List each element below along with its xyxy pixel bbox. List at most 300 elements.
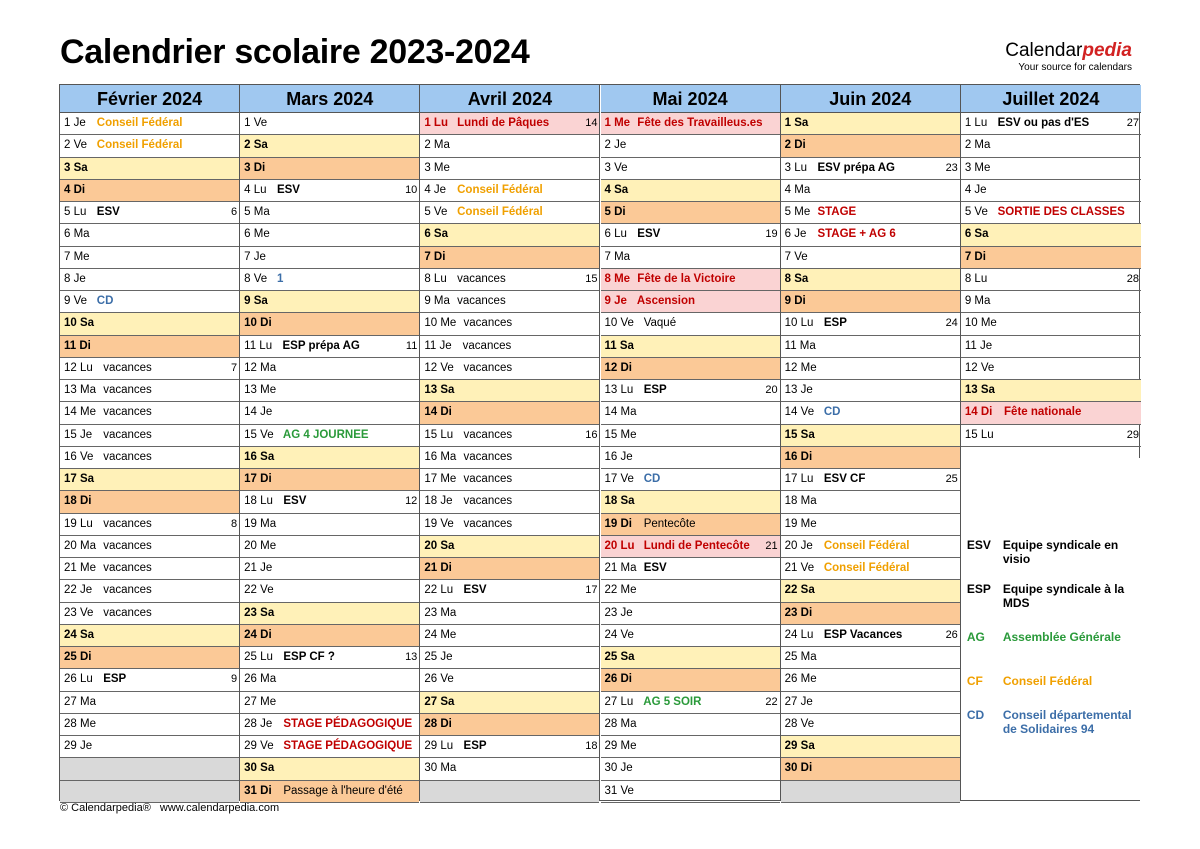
weekday: Me <box>980 317 997 330</box>
day-cell[interactable] <box>240 781 419 803</box>
day-cell[interactable] <box>781 514 960 536</box>
day-cell[interactable] <box>240 669 419 691</box>
event-label: vacances <box>100 361 152 374</box>
day-number: 1 <box>424 117 434 129</box>
day-cell[interactable] <box>240 313 419 335</box>
day-cell[interactable] <box>60 336 239 358</box>
day-cell[interactable] <box>420 647 599 669</box>
day-cell[interactable] <box>240 514 419 536</box>
day-number: 28 <box>784 717 801 730</box>
day-number: 24 <box>64 628 80 641</box>
empty-cell <box>781 781 960 803</box>
day-cell[interactable] <box>781 469 960 491</box>
day-cell[interactable] <box>961 358 1141 380</box>
weekday: Lu <box>980 428 994 441</box>
day-cell[interactable] <box>60 736 239 758</box>
day-cell[interactable] <box>240 402 419 424</box>
day-number: 26 <box>64 673 80 686</box>
day-number: 25 <box>64 651 80 663</box>
weekday: Me <box>440 317 457 330</box>
day-number: 7 <box>604 250 615 263</box>
day-cell[interactable] <box>781 291 960 313</box>
day-cell[interactable] <box>781 202 960 224</box>
day-cell[interactable] <box>961 380 1141 402</box>
day-cell[interactable] <box>420 291 599 313</box>
weekday: Ve <box>794 250 808 263</box>
day-number: 3 <box>244 161 254 174</box>
event-label: Conseil Fédéral <box>453 183 543 196</box>
day-number: 9 <box>604 295 615 307</box>
day-cell[interactable] <box>781 224 960 246</box>
day-cell[interactable] <box>420 380 599 402</box>
weekday: Ve <box>620 628 634 641</box>
day-cell[interactable] <box>781 336 960 358</box>
day-cell[interactable] <box>781 625 960 647</box>
day-cell[interactable] <box>60 514 239 536</box>
day-cell[interactable] <box>601 202 780 224</box>
weekday: Di <box>440 406 452 419</box>
day-cell[interactable] <box>961 425 1141 447</box>
day-number: 10 <box>784 317 801 330</box>
event-label: ESP Vacances <box>820 628 903 641</box>
day-cell[interactable] <box>420 714 599 736</box>
event-label: ESP CF ? <box>280 651 335 663</box>
day-cell[interactable] <box>781 491 960 513</box>
day-cell[interactable] <box>60 447 239 469</box>
day-cell[interactable] <box>240 180 419 202</box>
day-cell[interactable] <box>420 313 599 335</box>
event-label: vacances <box>453 295 506 307</box>
day-cell[interactable] <box>60 469 239 491</box>
day-cell[interactable] <box>961 269 1141 291</box>
day-number: 29 <box>424 740 441 752</box>
day-cell[interactable] <box>240 536 419 558</box>
day-cell[interactable] <box>961 135 1141 157</box>
day-cell[interactable] <box>601 447 780 469</box>
day-number: 24 <box>604 628 621 641</box>
day-cell[interactable] <box>60 247 239 269</box>
weekday: Ma <box>260 517 277 530</box>
day-cell[interactable] <box>60 224 239 246</box>
day-number: 2 <box>964 139 975 152</box>
day-number: 14 <box>424 406 441 419</box>
weekday: Je <box>979 339 993 352</box>
day-cell[interactable] <box>60 603 239 625</box>
day-cell[interactable] <box>240 736 419 758</box>
day-cell[interactable] <box>781 536 960 558</box>
weekday: Ve <box>260 584 274 597</box>
day-number: 14 <box>64 406 80 419</box>
weekday: Me <box>253 228 270 241</box>
weekday: Sa <box>619 339 634 352</box>
day-cell[interactable] <box>781 647 960 669</box>
day-cell[interactable] <box>961 180 1141 202</box>
week-number: 15 <box>585 272 598 285</box>
day-cell[interactable] <box>420 736 599 758</box>
day-cell[interactable] <box>781 580 960 602</box>
day-cell[interactable] <box>601 692 780 714</box>
day-cell[interactable] <box>781 447 960 469</box>
day-cell[interactable] <box>961 113 1141 135</box>
month-column <box>240 85 420 800</box>
day-cell[interactable] <box>601 580 780 602</box>
day-number: 4 <box>964 183 975 196</box>
month-column <box>961 85 1141 800</box>
day-cell[interactable] <box>60 536 239 558</box>
event-label: vacances <box>100 562 152 574</box>
day-cell[interactable] <box>601 603 780 625</box>
day-number: 13 <box>604 384 621 396</box>
day-cell[interactable] <box>601 313 780 335</box>
weekday: Me <box>794 206 811 218</box>
day-number: 4 <box>424 183 434 196</box>
day-number: 17 <box>244 473 261 485</box>
event-label: vacances <box>100 428 152 441</box>
day-cell[interactable] <box>961 202 1141 224</box>
day-cell[interactable] <box>601 224 780 246</box>
event-label: Pentecôte <box>640 517 696 530</box>
day-cell[interactable] <box>781 736 960 758</box>
day-cell[interactable] <box>420 425 599 447</box>
day-cell[interactable] <box>601 736 780 758</box>
day-cell[interactable] <box>420 113 599 135</box>
day-cell[interactable] <box>781 758 960 780</box>
day-cell[interactable] <box>60 113 239 135</box>
day-cell[interactable] <box>420 536 599 558</box>
day-cell[interactable] <box>601 781 780 803</box>
empty-cell <box>60 758 239 780</box>
day-cell[interactable] <box>781 135 960 157</box>
day-number: 2 <box>244 139 254 152</box>
brand-name: Calendar <box>1005 40 1083 61</box>
weekday: Ve <box>800 406 815 419</box>
day-cell[interactable] <box>60 358 239 380</box>
event-label: AG 5 SOIR <box>640 695 702 708</box>
legend-text: Equipe syndicale en visio <box>1002 538 1119 566</box>
day-cell[interactable] <box>420 158 599 180</box>
day-cell[interactable] <box>240 158 419 180</box>
day-number: 5 <box>964 206 975 218</box>
footer-url[interactable]: www.calendarpedia.com <box>159 802 280 814</box>
day-cell[interactable] <box>240 625 419 647</box>
weekday: Di <box>440 717 452 730</box>
day-cell[interactable] <box>961 291 1141 313</box>
legend-text: Assemblée Générale <box>1002 630 1121 644</box>
day-cell[interactable] <box>781 269 960 291</box>
weekday: Ma <box>620 406 637 419</box>
day-number: 30 <box>244 762 261 775</box>
weekday: Sa <box>800 584 815 597</box>
day-cell[interactable] <box>60 291 239 313</box>
day-cell[interactable] <box>601 714 780 736</box>
weekday: Me <box>260 384 277 396</box>
day-cell[interactable] <box>420 247 599 269</box>
brand-logo[interactable] <box>1005 40 1132 73</box>
day-cell[interactable] <box>240 603 419 625</box>
day-cell[interactable] <box>601 291 780 313</box>
day-cell[interactable] <box>601 514 780 536</box>
weekday: Je <box>974 183 987 196</box>
day-cell[interactable] <box>60 580 239 602</box>
day-number: 17 <box>604 473 621 485</box>
day-cell[interactable] <box>240 291 419 313</box>
day-cell[interactable] <box>601 158 780 180</box>
day-cell[interactable] <box>601 536 780 558</box>
day-cell[interactable] <box>781 358 960 380</box>
week-number: 6 <box>231 206 238 218</box>
weekday: Me <box>614 117 631 129</box>
day-cell[interactable] <box>781 603 960 625</box>
day-cell[interactable] <box>601 402 780 424</box>
day-cell[interactable] <box>961 247 1141 269</box>
day-cell[interactable] <box>60 313 239 335</box>
day-cell[interactable] <box>601 425 780 447</box>
day-cell[interactable] <box>420 336 599 358</box>
day-cell[interactable] <box>601 135 780 157</box>
weekday: Sa <box>260 606 275 619</box>
day-cell[interactable] <box>961 336 1141 358</box>
day-cell[interactable] <box>60 158 239 180</box>
day-cell[interactable] <box>961 158 1141 180</box>
day-number: 13 <box>784 384 801 396</box>
day-cell[interactable] <box>420 603 599 625</box>
day-cell[interactable] <box>240 469 419 491</box>
day-number: 5 <box>244 206 254 218</box>
day-number: 21 <box>244 562 261 574</box>
day-cell[interactable] <box>961 313 1141 335</box>
day-cell[interactable] <box>60 647 239 669</box>
day-cell[interactable] <box>240 247 419 269</box>
day-cell[interactable] <box>420 224 599 246</box>
day-cell[interactable] <box>420 402 599 424</box>
week-number: 19 <box>765 228 778 241</box>
day-cell[interactable] <box>420 669 599 691</box>
day-cell[interactable] <box>60 669 239 691</box>
day-number: 10 <box>424 317 441 330</box>
day-cell[interactable] <box>781 247 960 269</box>
day-cell[interactable] <box>60 135 239 157</box>
day-cell[interactable] <box>60 180 239 202</box>
day-cell[interactable] <box>60 558 239 580</box>
day-cell[interactable] <box>60 269 239 291</box>
day-cell[interactable] <box>601 336 780 358</box>
day-cell[interactable] <box>781 113 960 135</box>
day-cell[interactable] <box>961 224 1141 246</box>
day-cell[interactable] <box>240 558 419 580</box>
day-cell[interactable] <box>240 447 419 469</box>
day-number: 26 <box>784 673 801 686</box>
day-cell[interactable] <box>420 758 599 780</box>
weekday: Je <box>614 295 627 307</box>
day-cell[interactable] <box>60 202 239 224</box>
day-number: 18 <box>424 495 441 508</box>
event-label: Conseil Fédéral <box>453 206 543 218</box>
day-cell[interactable] <box>781 402 960 424</box>
day-number: 3 <box>604 161 615 174</box>
day-cell[interactable] <box>420 269 599 291</box>
day-number: 9 <box>244 295 254 307</box>
day-number: 22 <box>604 584 621 597</box>
day-number: 13 <box>244 384 261 396</box>
day-cell[interactable] <box>781 425 960 447</box>
day-cell[interactable] <box>60 402 239 424</box>
day-number: 22 <box>424 584 441 597</box>
day-cell[interactable] <box>420 202 599 224</box>
day-number: 1 <box>964 117 975 129</box>
day-cell[interactable] <box>240 336 419 358</box>
day-cell[interactable] <box>240 758 419 780</box>
weekday: Sa <box>433 228 448 241</box>
weekday: Ma <box>800 495 817 508</box>
day-cell[interactable] <box>420 491 599 513</box>
day-cell[interactable] <box>601 625 780 647</box>
day-number: 19 <box>424 517 441 530</box>
day-cell[interactable] <box>420 692 599 714</box>
day-cell[interactable] <box>420 180 599 202</box>
day-cell[interactable] <box>781 692 960 714</box>
day-cell[interactable] <box>60 380 239 402</box>
day-cell[interactable] <box>601 180 780 202</box>
brand-name-accent: pedia <box>1082 40 1132 61</box>
weekday: Di <box>440 562 452 574</box>
day-number: 24 <box>424 628 441 641</box>
day-number: 23 <box>784 606 801 619</box>
event-label: ESP <box>640 384 667 396</box>
day-cell[interactable] <box>60 491 239 513</box>
day-cell[interactable] <box>240 202 419 224</box>
weekday: Ve <box>260 428 274 441</box>
day-cell[interactable] <box>240 425 419 447</box>
day-cell[interactable] <box>60 625 239 647</box>
event-label: Conseil Fédéral <box>820 562 910 574</box>
day-number: 15 <box>964 428 981 441</box>
day-number: 11 <box>64 339 80 352</box>
weekday: Sa <box>980 384 995 396</box>
day-number: 5 <box>784 206 795 218</box>
weekday: Me <box>800 517 817 530</box>
day-cell[interactable] <box>240 135 419 157</box>
day-cell[interactable] <box>240 224 419 246</box>
day-cell[interactable] <box>601 558 780 580</box>
day-cell[interactable] <box>240 580 419 602</box>
day-cell[interactable] <box>60 425 239 447</box>
day-cell[interactable] <box>601 358 780 380</box>
day-number: 29 <box>244 740 261 752</box>
weekday: Me <box>260 695 277 708</box>
day-cell[interactable] <box>781 380 960 402</box>
day-number: 20 <box>64 539 80 552</box>
day-number: 6 <box>964 228 975 241</box>
weekday: Je <box>260 562 273 574</box>
event-label: ESV <box>460 584 487 597</box>
event-label: Conseil Fédéral <box>93 139 183 152</box>
weekday: Ve <box>620 317 634 330</box>
month-column <box>420 85 600 800</box>
day-cell[interactable] <box>420 358 599 380</box>
day-cell[interactable] <box>601 669 780 691</box>
day-cell[interactable] <box>240 714 419 736</box>
weekday: Ve <box>614 161 628 174</box>
day-cell[interactable] <box>60 714 239 736</box>
weekday: Sa <box>800 428 815 441</box>
day-number: 13 <box>424 384 441 396</box>
event-label: Lundi de Pentecôte <box>640 539 750 552</box>
event-label: ESP <box>100 673 127 686</box>
weekday: Me <box>800 673 817 686</box>
day-cell[interactable] <box>601 380 780 402</box>
day-cell[interactable] <box>240 692 419 714</box>
weekday: Ve <box>440 517 454 530</box>
day-number: 7 <box>424 250 434 263</box>
weekday: Ma <box>440 606 457 619</box>
weekday: Ma <box>80 695 96 708</box>
day-cell[interactable] <box>420 580 599 602</box>
day-cell[interactable] <box>420 558 599 580</box>
day-cell[interactable] <box>961 402 1141 424</box>
empty-cell <box>60 781 239 803</box>
day-number: 1 <box>64 117 74 129</box>
weekday: Me <box>73 250 90 263</box>
day-cell[interactable] <box>601 113 780 135</box>
day-cell[interactable] <box>420 135 599 157</box>
day-number: 1 <box>244 117 254 129</box>
day-number: 15 <box>424 428 441 441</box>
day-cell[interactable] <box>240 358 419 380</box>
day-cell[interactable] <box>240 491 419 513</box>
day-cell[interactable] <box>601 269 780 291</box>
day-cell[interactable] <box>781 158 960 180</box>
weekday: Di <box>260 473 272 485</box>
day-cell[interactable] <box>420 514 599 536</box>
day-number: 2 <box>424 139 434 152</box>
weekday: Ve <box>800 717 815 730</box>
day-number: 23 <box>64 606 80 619</box>
day-cell[interactable] <box>781 180 960 202</box>
day-cell[interactable] <box>601 758 780 780</box>
day-cell[interactable] <box>601 647 780 669</box>
day-cell[interactable] <box>781 558 960 580</box>
day-cell[interactable] <box>240 269 419 291</box>
day-cell[interactable] <box>60 692 239 714</box>
day-cell[interactable] <box>420 469 599 491</box>
day-number: 16 <box>64 450 80 463</box>
day-number: 13 <box>964 384 981 396</box>
day-cell[interactable] <box>601 469 780 491</box>
weekday: Je <box>620 450 633 463</box>
day-cell[interactable] <box>601 491 780 513</box>
event-label: CD <box>640 473 661 485</box>
event-label: vacances <box>460 317 513 330</box>
day-cell[interactable] <box>781 714 960 736</box>
day-number: 6 <box>244 228 254 241</box>
day-cell[interactable] <box>781 313 960 335</box>
day-number: 4 <box>784 183 795 196</box>
weekday: Ma <box>794 183 811 196</box>
week-number: 22 <box>765 695 778 708</box>
event-label: ESP prépa AG <box>279 339 360 352</box>
day-cell[interactable] <box>240 647 419 669</box>
day-number: 10 <box>604 317 621 330</box>
day-cell[interactable] <box>781 669 960 691</box>
day-cell[interactable] <box>601 247 780 269</box>
day-cell[interactable] <box>420 625 599 647</box>
day-cell[interactable] <box>240 380 419 402</box>
day-cell[interactable] <box>420 447 599 469</box>
legend-code: CD <box>966 708 985 722</box>
day-number: 28 <box>424 717 441 730</box>
day-number: 15 <box>604 428 621 441</box>
day-cell[interactable] <box>240 113 419 135</box>
